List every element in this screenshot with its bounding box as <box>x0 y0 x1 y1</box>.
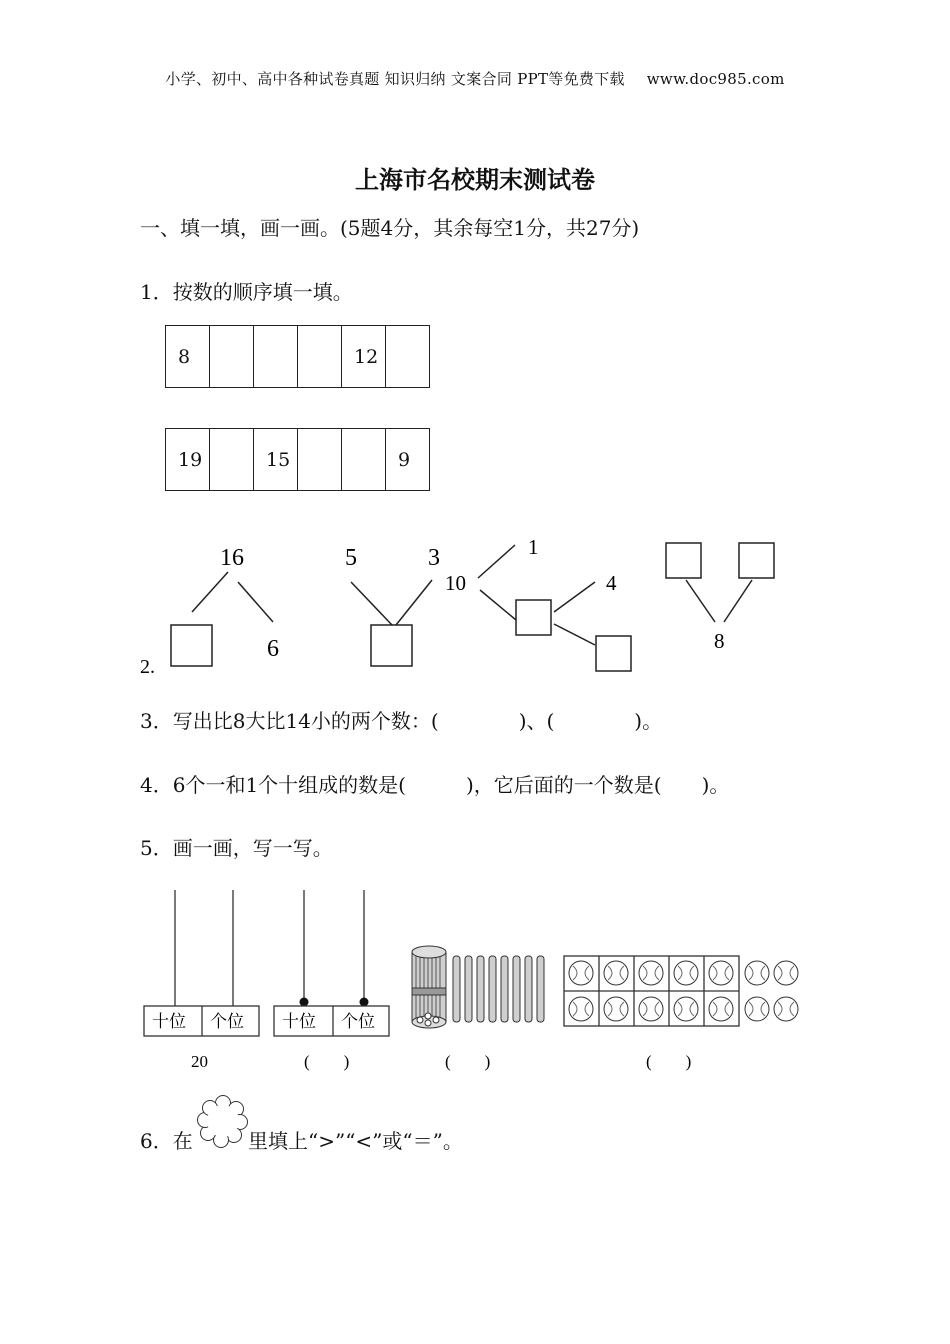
page-title: 上海市名校期末测试卷 <box>355 166 595 194</box>
seq1-cell[interactable] <box>254 326 298 388</box>
tree1-top-number: 16 <box>220 545 244 571</box>
tree3-root-number: 10 <box>445 571 466 595</box>
q2-label: 2. <box>140 656 155 678</box>
seq1-cell[interactable] <box>298 326 342 388</box>
tree4-right-box[interactable] <box>739 543 774 578</box>
abacus-bead-tens <box>300 998 309 1007</box>
abacus-1 <box>144 890 259 1071</box>
page-header <box>0 68 950 89</box>
q1-label: 1．按数的顺序填一填。 <box>140 280 353 304</box>
tree3-mid-number: 4 <box>606 571 617 595</box>
section1-heading: 一、填一填，画一画。(5题4分，其余每空1分，共27分) <box>140 216 640 240</box>
seq1-cell[interactable]: 8 <box>166 326 210 388</box>
tree4-bottom-number: 8 <box>714 629 725 653</box>
abacus-bead-ones <box>360 998 369 1007</box>
q6-suffix: 里填上“>”“<”或“＝”。 <box>248 1129 463 1153</box>
tree3-middle-box[interactable] <box>516 600 551 635</box>
header-text: 小学、初中、高中各种试卷真题 知识归纳 文案合同 PPT等免费下载 <box>165 70 625 88</box>
q5-illustrations <box>130 880 830 1080</box>
q6-prefix: 6．在 <box>140 1129 193 1153</box>
tree1-right-number: 6 <box>267 636 279 662</box>
sticks-blank[interactable]: ( ) <box>445 1052 491 1071</box>
loose-sticks <box>453 956 544 1022</box>
tree1-answer-box[interactable] <box>171 625 212 666</box>
abacus2-blank[interactable]: ( ) <box>304 1052 350 1071</box>
seq1-cell[interactable] <box>386 326 430 388</box>
flower-blank-icon[interactable] <box>196 1094 250 1148</box>
seq1-cell[interactable]: 12 <box>342 326 386 388</box>
stick-bundle <box>412 946 446 1028</box>
balls-blank[interactable]: ( ) <box>646 1052 692 1071</box>
seq2-cell[interactable] <box>210 429 254 491</box>
ball-ten-frame <box>564 956 739 1026</box>
abacus2-tens-label: 十位 <box>282 1012 316 1031</box>
abacus1-value: 20 <box>191 1052 208 1071</box>
abacus1-ones-label: 个位 <box>210 1012 244 1031</box>
seq2-cell[interactable] <box>342 429 386 491</box>
q2-number-bonds <box>130 530 830 680</box>
abacus-2 <box>274 890 389 1071</box>
extra-balls <box>745 961 798 1021</box>
q1-sequence-row-1 <box>165 325 430 388</box>
tree3-bottom-box[interactable] <box>596 636 631 671</box>
q1-sequence-row-2 <box>165 428 430 491</box>
header-site: www.doc985.com <box>646 70 785 88</box>
tree3-top-number: 1 <box>528 535 539 559</box>
q5-label: 5．画一画，写一写。 <box>140 836 333 860</box>
abacus2-ones-label: 个位 <box>341 1012 375 1031</box>
seq2-cell[interactable]: 15 <box>254 429 298 491</box>
seq2-cell[interactable]: 9 <box>386 429 430 491</box>
q3-text: 3．写出比8大比14小的两个数：( )、( )。 <box>140 709 663 733</box>
tree2-right-number: 3 <box>428 545 440 571</box>
seq2-cell[interactable] <box>298 429 342 491</box>
tree2-left-number: 5 <box>345 545 357 571</box>
abacus1-tens-label: 十位 <box>152 1012 186 1031</box>
q4-text: 4．6个一和1个十组成的数是( )，它后面的一个数是( )。 <box>140 773 730 797</box>
seq1-cell[interactable] <box>210 326 254 388</box>
seq2-cell[interactable]: 19 <box>166 429 210 491</box>
tree2-answer-box[interactable] <box>371 625 412 666</box>
tree4-left-box[interactable] <box>666 543 701 578</box>
